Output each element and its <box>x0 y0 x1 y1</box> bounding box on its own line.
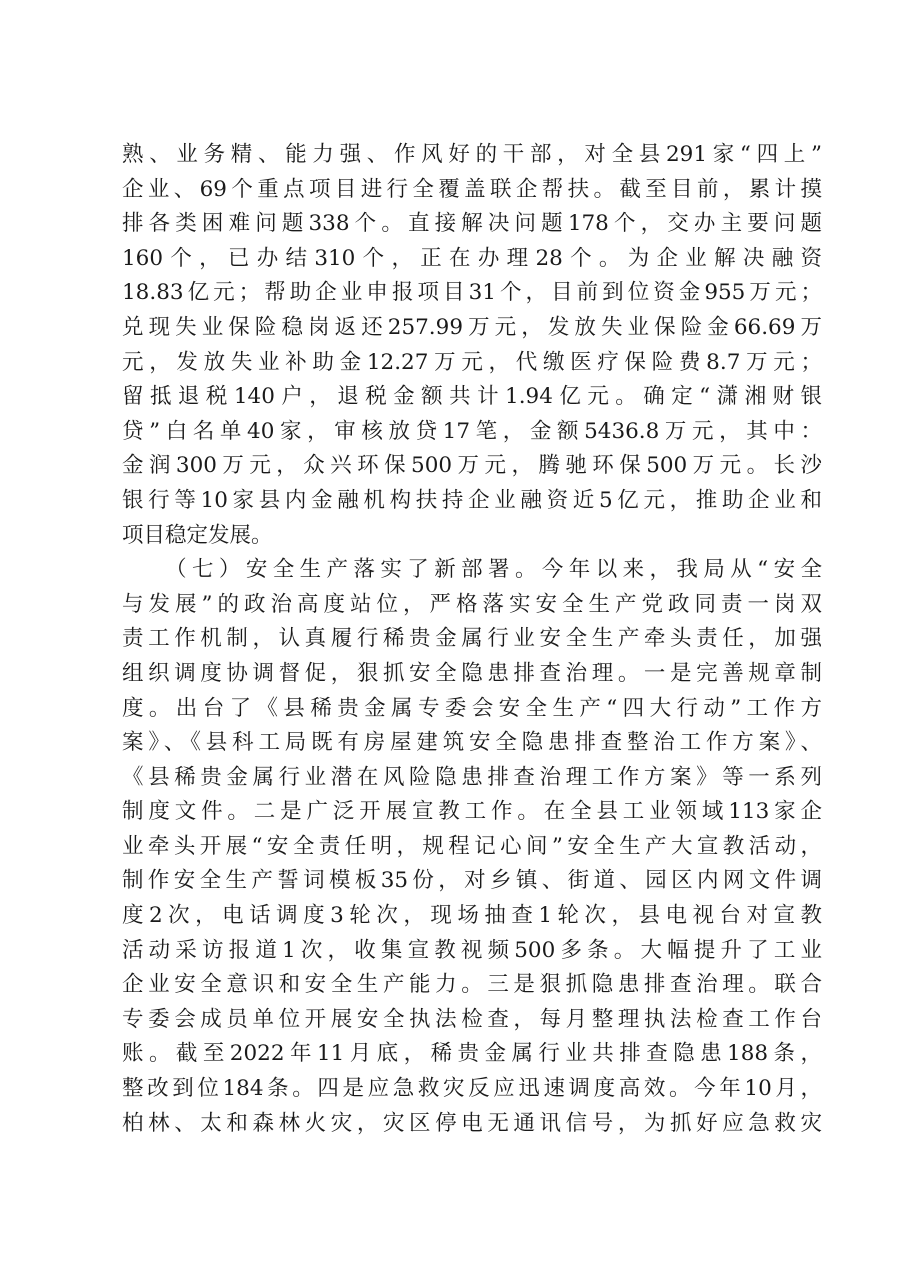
text-line: 《县稀贵金属行业潜在风险隐患排查治理工作方案》等一系列 <box>122 764 822 790</box>
text-line: 制度文件。二是广泛开展宣教工作。在全县工业领域113家企 <box>122 799 822 825</box>
text-line: 度。出台了《县稀贵金属专委会安全生产“四大行动”工作方 <box>122 695 822 721</box>
text-line: 活动采访报道1次，收集宣教视频500多条。大幅提升了工业 <box>122 937 822 963</box>
text-line: 企业、69个重点项目进行全覆盖联企帮扶。截至目前，累计摸 <box>122 176 822 202</box>
text-line: 贷”白名单40家，审核放贷17笔，金额5436.8万元，其中： <box>122 418 822 444</box>
text-line: 制作安全生产誓词模板35份，对乡镇、街道、园区内网文件调 <box>122 868 822 894</box>
text-line: 案》、《县科工局既有房屋建筑安全隐患排查整治工作方案》、 <box>122 730 822 756</box>
text-line: 留抵退税140户，退税金额共计1.94亿元。确定“潇湘财银 <box>122 384 822 410</box>
section-heading-line: （七）安全生产落实了新部署。今年以来，我局从“安全 <box>122 557 822 583</box>
text-line: 160个，已办结310个，正在办理28个。为企业解决融资 <box>122 245 822 271</box>
text-line: 组织调度协调督促，狠抓安全隐患排查治理。一是完善规章制 <box>122 660 822 686</box>
paragraph-last-line: 项目稳定发展。 <box>122 522 273 548</box>
document-body <box>122 138 822 1141</box>
text-line: 企业安全意识和安全生产能力。三是狠抓隐患排查治理。联合 <box>122 972 822 998</box>
text-line: 元，发放失业补助金12.27万元，代缴医疗保险费8.7万元； <box>122 349 822 375</box>
text-line: 熟、业务精、能力强、作风好的干部，对全县291家“四上” <box>122 142 822 167</box>
text-line: 银行等10家县内金融机构扶持企业融资近5亿元，推助企业和 <box>122 487 822 513</box>
text-line: 兑现失业保险稳岗返还257.99万元，发放失业保险金66.69万 <box>122 314 822 340</box>
text-line: 责工作机制，认真履行稀贵金属行业安全生产牵头责任，加强 <box>122 626 822 652</box>
text-line: 18.83亿元；帮助企业申报项目31个，目前到位资金955万元； <box>122 280 822 306</box>
text-line: 业牵头开展“安全责任明，规程记心间”安全生产大宣教活动， <box>122 833 822 859</box>
text-line: 排各类困难问题338个。直接解决问题178个，交办主要问题 <box>122 211 822 237</box>
text-line: 度2次，电话调度3轮次，现场抽查1轮次，县电视台对宣教 <box>122 903 822 929</box>
text-line: 金润300万元，众兴环保500万元，腾驰环保500万元。长沙 <box>122 453 822 479</box>
text-line: 专委会成员单位开展安全执法检查，每月整理执法检查工作台 <box>122 1006 822 1032</box>
text-line: 账。截至2022年11月底，稀贵金属行业共排查隐患188条， <box>122 1041 822 1067</box>
text-line: 柏林、太和森林火灾，灾区停电无通讯信号，为抓好应急救灾 <box>122 1110 822 1136</box>
text-line: 整改到位184条。四是应急救灾反应迅速调度高效。今年10月， <box>122 1076 822 1102</box>
text-line: 与发展”的政治高度站位，严格落实安全生产党政同责一岗双 <box>122 591 822 617</box>
